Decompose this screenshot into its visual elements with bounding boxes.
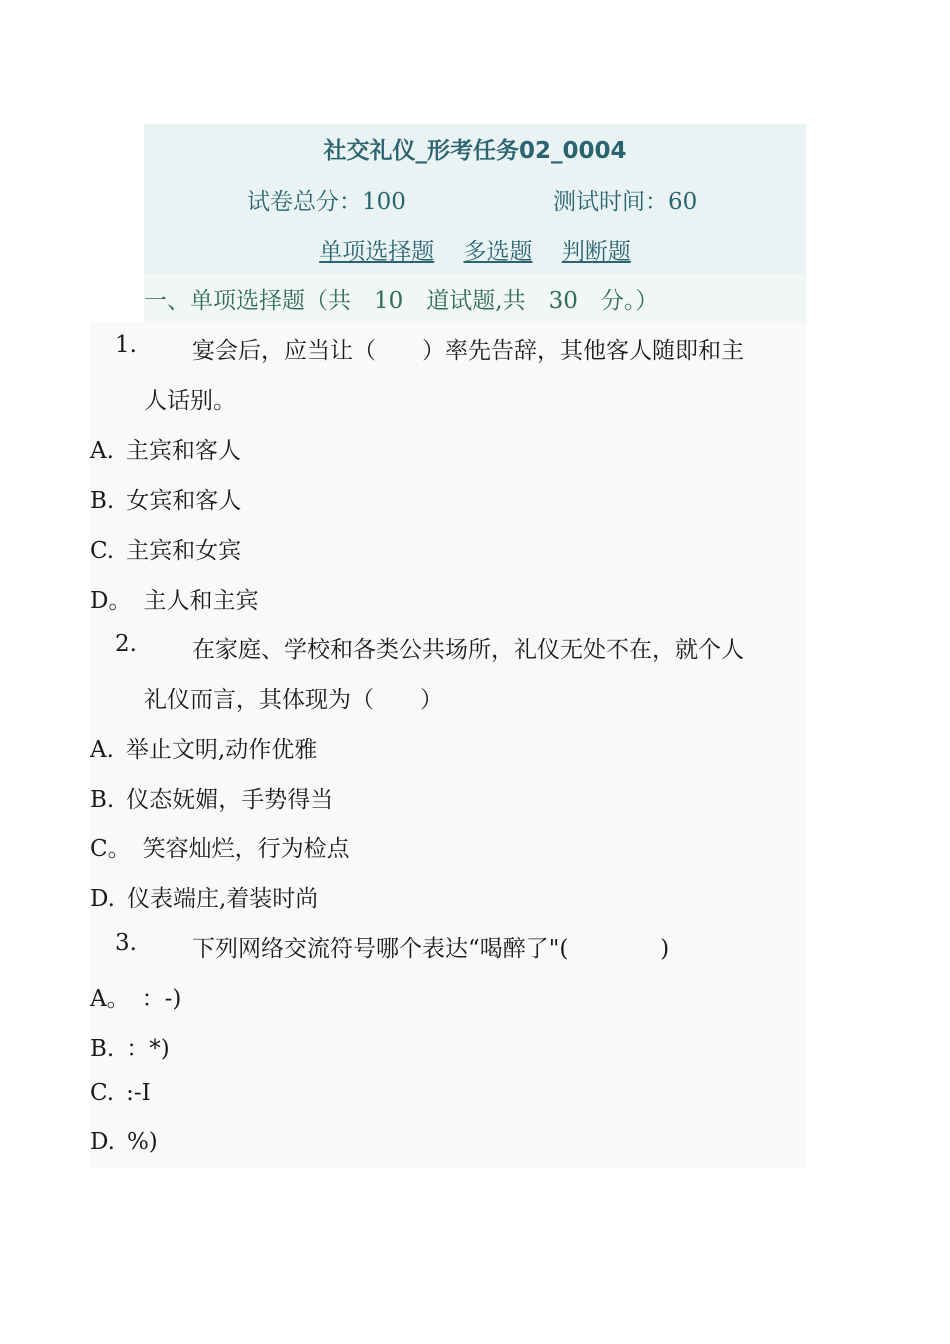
question-number: 2. — [115, 631, 137, 657]
option-b[interactable] — [90, 1030, 170, 1063]
option-a[interactable] — [90, 731, 317, 764]
option-letter: A. — [90, 438, 114, 464]
option-d[interactable] — [90, 1129, 158, 1155]
question-text: 下列网络交流符号哪个表达“喝醉了"( ) — [192, 936, 670, 962]
nav-link-true-false[interactable]: 判断题 — [561, 239, 631, 265]
total-score: 试卷总分：100 — [247, 189, 406, 215]
question-text: 宴会后，应当让（ ）率先告辞，其他客人随即和主 — [192, 338, 744, 364]
option-text: 举止文明,动作优雅 — [125, 737, 318, 763]
option-letter: C. — [90, 538, 115, 564]
question-number: 1. — [115, 332, 137, 358]
option-text: ：-) — [141, 986, 182, 1012]
option-c[interactable] — [90, 532, 241, 565]
option-letter: D。 — [90, 588, 132, 614]
question-text-continued: 人话别。 — [144, 388, 236, 414]
nav-link-multi-choice[interactable]: 多选题 — [463, 239, 533, 265]
option-text: 主人和主宾 — [143, 588, 259, 614]
option-c[interactable] — [90, 1080, 151, 1106]
option-text: 主宾和客人 — [125, 438, 241, 464]
nav-link-single-choice[interactable]: 单项选择题 — [319, 239, 435, 265]
option-letter: C. — [90, 1080, 115, 1106]
option-text: 仪表端庄,着装时尚 — [126, 886, 319, 912]
option-letter: B. — [90, 1036, 115, 1062]
option-text: :-I — [126, 1080, 151, 1106]
option-letter: D. — [90, 1129, 115, 1155]
option-b[interactable] — [90, 781, 333, 814]
option-letter: B. — [90, 787, 115, 813]
question-text: 在家庭、学校和各类公共场所，礼仪无处不在，就个人 — [192, 637, 744, 663]
section-nav — [144, 233, 806, 266]
option-text: ：*) — [126, 1036, 170, 1062]
option-letter: B. — [90, 488, 115, 514]
option-letter: C。 — [90, 836, 131, 862]
option-text: 笑容灿烂，行为检点 — [142, 836, 350, 862]
question-number: 3. — [115, 930, 137, 956]
option-a[interactable] — [90, 980, 181, 1013]
option-text: 仪态妩媚，手势得当 — [126, 787, 334, 813]
option-text: 女宾和客人 — [126, 488, 242, 514]
option-d[interactable] — [90, 880, 318, 913]
option-b[interactable] — [90, 482, 241, 515]
option-d[interactable] — [90, 582, 258, 615]
question-text-continued: 礼仪而言，其体现为（ ） — [144, 687, 443, 713]
page-title: 社交礼仪_形考任务02_0004 — [323, 138, 627, 164]
section-title: 一、单项选择题（共 10 道试题,共 30 分。） — [144, 288, 659, 314]
option-text: 主宾和女宾 — [126, 538, 242, 564]
test-time: 测试时间：60 — [553, 189, 698, 215]
option-letter: A. — [90, 737, 114, 763]
option-a[interactable] — [90, 432, 241, 465]
option-c[interactable] — [90, 830, 350, 863]
option-letter: D. — [90, 886, 115, 912]
option-letter: A。 — [90, 986, 130, 1012]
option-text: %) — [126, 1129, 158, 1155]
